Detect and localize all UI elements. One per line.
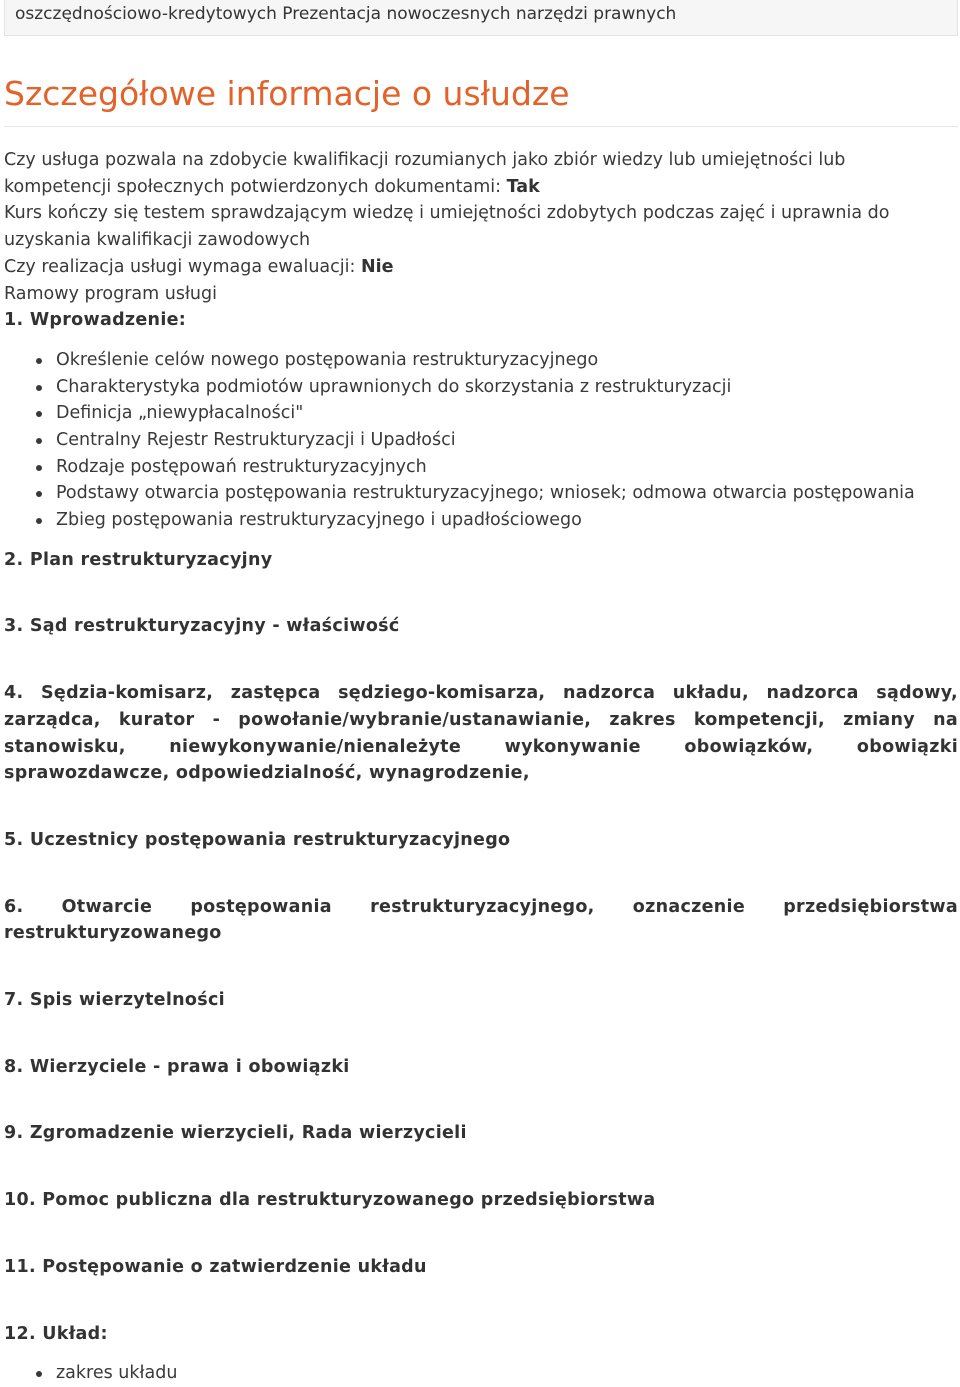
program-heading-5: 5. Uczestnicy postępowania restrukturyzacyjnego <box>4 829 511 850</box>
bullet-dot <box>36 385 42 391</box>
program-heading-6: 6. Otwarcie postępowania restrukturyzacyjnego, oznaczenie przedsiębiorstwa restrukturyzowanego <box>4 896 958 944</box>
bullet-dot <box>36 358 42 364</box>
program-heading-7: 7. Spis wierzytelności <box>4 990 225 1011</box>
bullet-dot <box>36 1371 42 1377</box>
list-item: zakres układu <box>4 1360 958 1387</box>
program-heading-4: 4. Sędzia-komisarz, zastępca sędziego-komisarza, nadzorca układu, nadzorca sądowy, zarządca, kurator - powołanie/wybranie/ustanawianie, zakres kompetencji, zmiany na stanowisku, niewykonywanie/nienależyte wykonywanie obowiązków, obowiązki sprawozdawcze, odpowiedzialność, wynagrodzenie, <box>4 683 958 784</box>
breadcrumb-text: oszczędnościowo-kredytowych Prezentacja nowoczesnych narzędzi prawnych <box>15 4 677 24</box>
bullet-dot <box>36 411 42 417</box>
service-details <box>4 147 958 1387</box>
program-heading-2: 2. Plan restrukturyzacyjny <box>4 549 273 570</box>
top-breadcrumb-bar <box>4 0 958 36</box>
program-heading-11: 11. Postępowanie o zatwierdzenie układu <box>4 1256 427 1277</box>
program-heading-1: 1. Wprowadzenie: <box>4 310 187 331</box>
list-item: Definicja „niewypłacalności" <box>4 400 958 427</box>
qualification-row <box>4 147 958 200</box>
program-heading-10: 10. Pomoc publiczna dla restrukturyzowanego przedsiębiorstwa <box>4 1190 656 1211</box>
title-divider <box>4 126 958 127</box>
program-heading-8: 8. Wierzyciele - prawa i obowiązki <box>4 1056 350 1077</box>
program-heading-3: 3. Sąd restrukturyzacyjny - właściwość <box>4 616 400 637</box>
bullet-dot <box>36 518 42 524</box>
evaluation-question: Czy realizacja usługi wymaga ewaluacji: <box>4 256 356 277</box>
program-heading-9: 9. Zgromadzenie wierzycieli, Rada wierzycieli <box>4 1123 467 1144</box>
list-item: Określenie celów nowego postępowania restrukturyzacyjnego <box>4 347 958 374</box>
list-item: Rodzaje postępowań restrukturyzacyjnych <box>4 454 958 481</box>
qualification-description: Kurs kończy się testem sprawdzającym wiedzę i umiejętności zdobytych podczas zajęć i uprawnia do uzyskania kwalifikacji zawodowych <box>4 203 890 251</box>
bullet-dot <box>36 438 42 444</box>
evaluation-answer: Nie <box>360 256 394 277</box>
item12-bullet-list <box>4 1360 958 1387</box>
program-label: Ramowy program usługi <box>4 283 217 304</box>
evaluation-row <box>4 254 958 281</box>
list-item: Centralny Rejestr Restrukturyzacji i Upadłości <box>4 427 958 454</box>
qualification-question: Czy usługa pozwala na zdobycie kwalifikacji rozumianych jako zbiór wiedzy lub umiejętności lub kompetencji społecznych potwierdzonych dokumentami: <box>4 150 846 197</box>
section-title: Szczegółowe informacje o usłudze <box>4 74 570 113</box>
qualification-answer: Tak <box>506 176 540 197</box>
list-item: Podstawy otwarcia postępowania restrukturyzacyjnego; wniosek; odmowa otwarcia postępowania <box>4 480 958 507</box>
list-item: Zbieg postępowania restrukturyzacyjnego i upadłościowego <box>4 507 958 534</box>
bullet-dot <box>36 465 42 471</box>
intro-bullet-list <box>4 347 958 534</box>
list-item: Charakterystyka podmiotów uprawnionych do skorzystania z restrukturyzacji <box>4 374 958 401</box>
bullet-dot <box>36 491 42 497</box>
program-heading-12: 12. Układ: <box>4 1323 108 1344</box>
